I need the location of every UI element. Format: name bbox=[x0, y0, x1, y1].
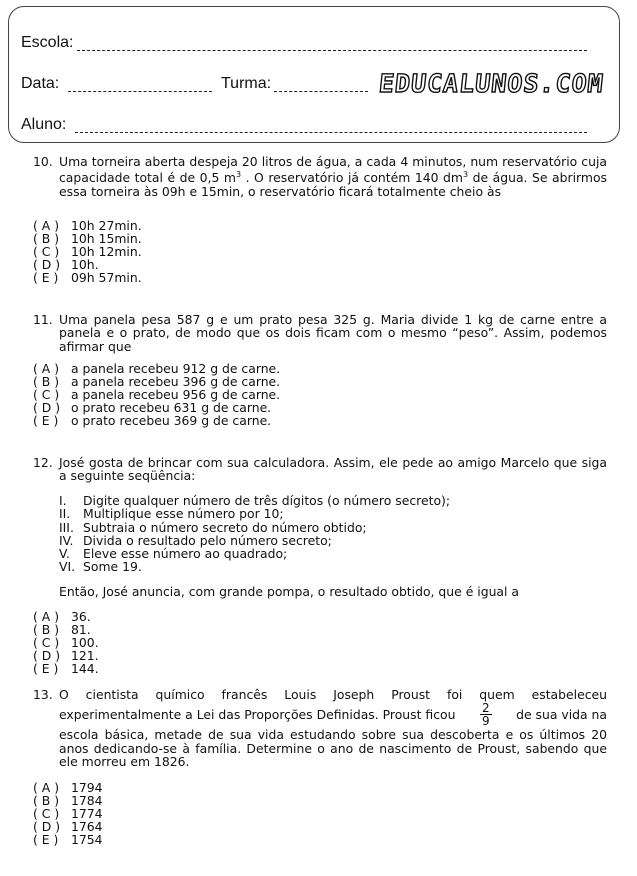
option-text: 10h 12min. bbox=[71, 243, 142, 259]
option-text: 1794 bbox=[71, 780, 103, 795]
question-12 bbox=[33, 456, 607, 483]
option-letter: ( E ) bbox=[33, 412, 59, 428]
fraction-denominator: 9 bbox=[481, 714, 490, 729]
question-text: O cientista químico francês Louis Joseph Proust foi quem estabeleceu bbox=[59, 687, 607, 702]
step-text: Multiplique esse número por 10; bbox=[83, 506, 284, 522]
option-letter: ( C ) bbox=[33, 386, 60, 402]
option-letter: ( E ) bbox=[33, 660, 59, 676]
question-10-options bbox=[33, 220, 142, 285]
student-field[interactable] bbox=[75, 132, 587, 133]
step-item bbox=[59, 560, 450, 573]
step-numeral: VI. bbox=[59, 559, 76, 575]
step-item bbox=[59, 494, 450, 507]
option-text: 121. bbox=[71, 647, 99, 663]
option-text: a panela recebeu 912 g de carne. bbox=[71, 361, 281, 376]
question-text: de sua vida na bbox=[516, 707, 607, 723]
step-numeral: III. bbox=[59, 519, 74, 535]
option-text: o prato recebeu 369 g de carne. bbox=[71, 412, 272, 428]
question-12-stem bbox=[33, 456, 607, 483]
fraction bbox=[480, 702, 492, 727]
step-item bbox=[59, 534, 450, 547]
question-text: José gosta de brincar com sua calculadora. Assim, ele pede ao amigo Marcelo que siga a seguinte seqüência: bbox=[59, 455, 607, 484]
school-label: Escola: bbox=[21, 34, 74, 51]
step-text: Subtraia o número secreto do número obtido; bbox=[83, 519, 367, 535]
question-13-stem bbox=[33, 688, 607, 768]
question-13-options bbox=[33, 782, 103, 847]
school-field[interactable] bbox=[77, 50, 587, 51]
question-number: 13. bbox=[33, 687, 53, 702]
step-text: Eleve esse número ao quadrado; bbox=[83, 546, 288, 562]
question-11-options bbox=[33, 363, 280, 428]
class-field[interactable] bbox=[274, 91, 368, 92]
option-letter: ( A ) bbox=[33, 361, 60, 376]
question-fraction-line bbox=[59, 702, 607, 727]
question-10 bbox=[33, 155, 607, 198]
option-e[interactable] bbox=[33, 412, 280, 428]
step-numeral: V. bbox=[59, 546, 70, 562]
option-text: 1754 bbox=[71, 831, 103, 847]
site-logo: EDUCALUNOS.COM bbox=[377, 69, 606, 98]
option-text: a panela recebeu 396 g de carne. bbox=[71, 373, 281, 389]
option-text: o prato recebeu 631 g de carne. bbox=[71, 399, 272, 415]
option-letter: ( D ) bbox=[33, 647, 61, 663]
question-11-stem bbox=[33, 313, 607, 353]
option-text: 10h 27min. bbox=[71, 218, 142, 233]
option-text: 100. bbox=[71, 634, 99, 650]
option-letter: ( D ) bbox=[33, 256, 61, 272]
option-letter: ( D ) bbox=[33, 399, 61, 415]
question-text: Uma panela pesa 587 g e um prato pesa 325 g. Maria divide 1 kg de carne entre a panela e o prato, de modo que os dois ficam com o mesmo “peso”. Assim, podemos afirmar que bbox=[59, 312, 607, 354]
question-number: 12. bbox=[33, 455, 53, 470]
option-letter: ( B ) bbox=[33, 792, 60, 808]
option-e[interactable] bbox=[33, 831, 103, 847]
step-text: Divida o resultado pelo número secreto; bbox=[83, 532, 332, 548]
step-item bbox=[59, 547, 450, 560]
step-numeral: II. bbox=[59, 506, 71, 522]
option-text: 81. bbox=[71, 621, 91, 637]
fraction-numerator: 2 bbox=[481, 701, 490, 716]
step-item bbox=[59, 521, 450, 534]
option-letter: ( E ) bbox=[33, 269, 59, 285]
option-letter: ( C ) bbox=[33, 634, 60, 650]
exponent: 3 bbox=[462, 170, 469, 180]
option-text: 144. bbox=[71, 660, 99, 676]
option-e[interactable] bbox=[33, 269, 142, 285]
question-text: de água. Se abrirmos essa torneira às 09h e 15min, o reservatório ficará totalmente cheio às bbox=[59, 170, 608, 199]
option-letter: ( C ) bbox=[33, 243, 60, 259]
option-text: 10h. bbox=[71, 256, 99, 272]
option-text: a panela recebeu 956 g de carne. bbox=[71, 386, 281, 402]
option-letter: ( B ) bbox=[33, 230, 60, 246]
class-label: Turma: bbox=[221, 75, 272, 92]
option-text: 1784 bbox=[71, 792, 103, 808]
option-text: 10h 15min. bbox=[71, 230, 142, 246]
question-text: escola básica, metade de sua vida estudando sobre sua descoberta e os últimos 20 anos dedicando-se à família. Determine o ano de nascimento de Proust, sabendo que ele morreu em 1826. bbox=[59, 727, 607, 769]
step-text: Some 19. bbox=[83, 559, 142, 575]
option-letter: ( A ) bbox=[33, 218, 60, 233]
question-number: 10. bbox=[33, 154, 53, 169]
step-text: Digite qualquer número de três dígitos (o número secreto); bbox=[83, 493, 451, 508]
question-13 bbox=[33, 688, 607, 768]
question-text: . O reservatório já contém 140 dm bbox=[241, 170, 463, 186]
step-item bbox=[59, 507, 450, 520]
option-e[interactable] bbox=[33, 660, 99, 676]
question-12-conclusion: Então, José anuncia, com grande pompa, o resultado obtido, que é igual a bbox=[59, 584, 519, 599]
question-12-options bbox=[33, 611, 99, 676]
option-letter: ( B ) bbox=[33, 621, 60, 637]
option-text: 36. bbox=[71, 609, 91, 624]
option-text: 09h 57min. bbox=[71, 269, 142, 285]
option-letter: ( C ) bbox=[33, 805, 60, 821]
option-letter: ( D ) bbox=[33, 818, 61, 834]
question-12-steps bbox=[59, 494, 450, 574]
exponent: 3 bbox=[235, 170, 242, 180]
option-letter: ( B ) bbox=[33, 373, 60, 389]
student-label: Aluno: bbox=[21, 116, 67, 133]
question-text: experimentalmente a Lei das Proporções Definidas. Proust ficou bbox=[59, 707, 456, 723]
date-field[interactable] bbox=[68, 91, 212, 92]
date-label: Data: bbox=[21, 75, 60, 92]
question-10-stem bbox=[33, 155, 607, 198]
header-box bbox=[8, 6, 620, 143]
option-letter: ( E ) bbox=[33, 831, 59, 847]
option-text: 1774 bbox=[71, 805, 103, 821]
option-letter: ( A ) bbox=[33, 780, 60, 795]
question-11 bbox=[33, 313, 607, 353]
step-numeral: I. bbox=[59, 493, 67, 508]
question-number: 11. bbox=[33, 312, 53, 327]
question-text: Uma torneira aberta despeja 20 litros de água, a cada 4 minutos, num reservatório cuja capacidade total é de 0,5 m bbox=[59, 154, 607, 186]
option-letter: ( A ) bbox=[33, 609, 60, 624]
option-text: 1764 bbox=[71, 818, 103, 834]
step-numeral: IV. bbox=[59, 532, 74, 548]
